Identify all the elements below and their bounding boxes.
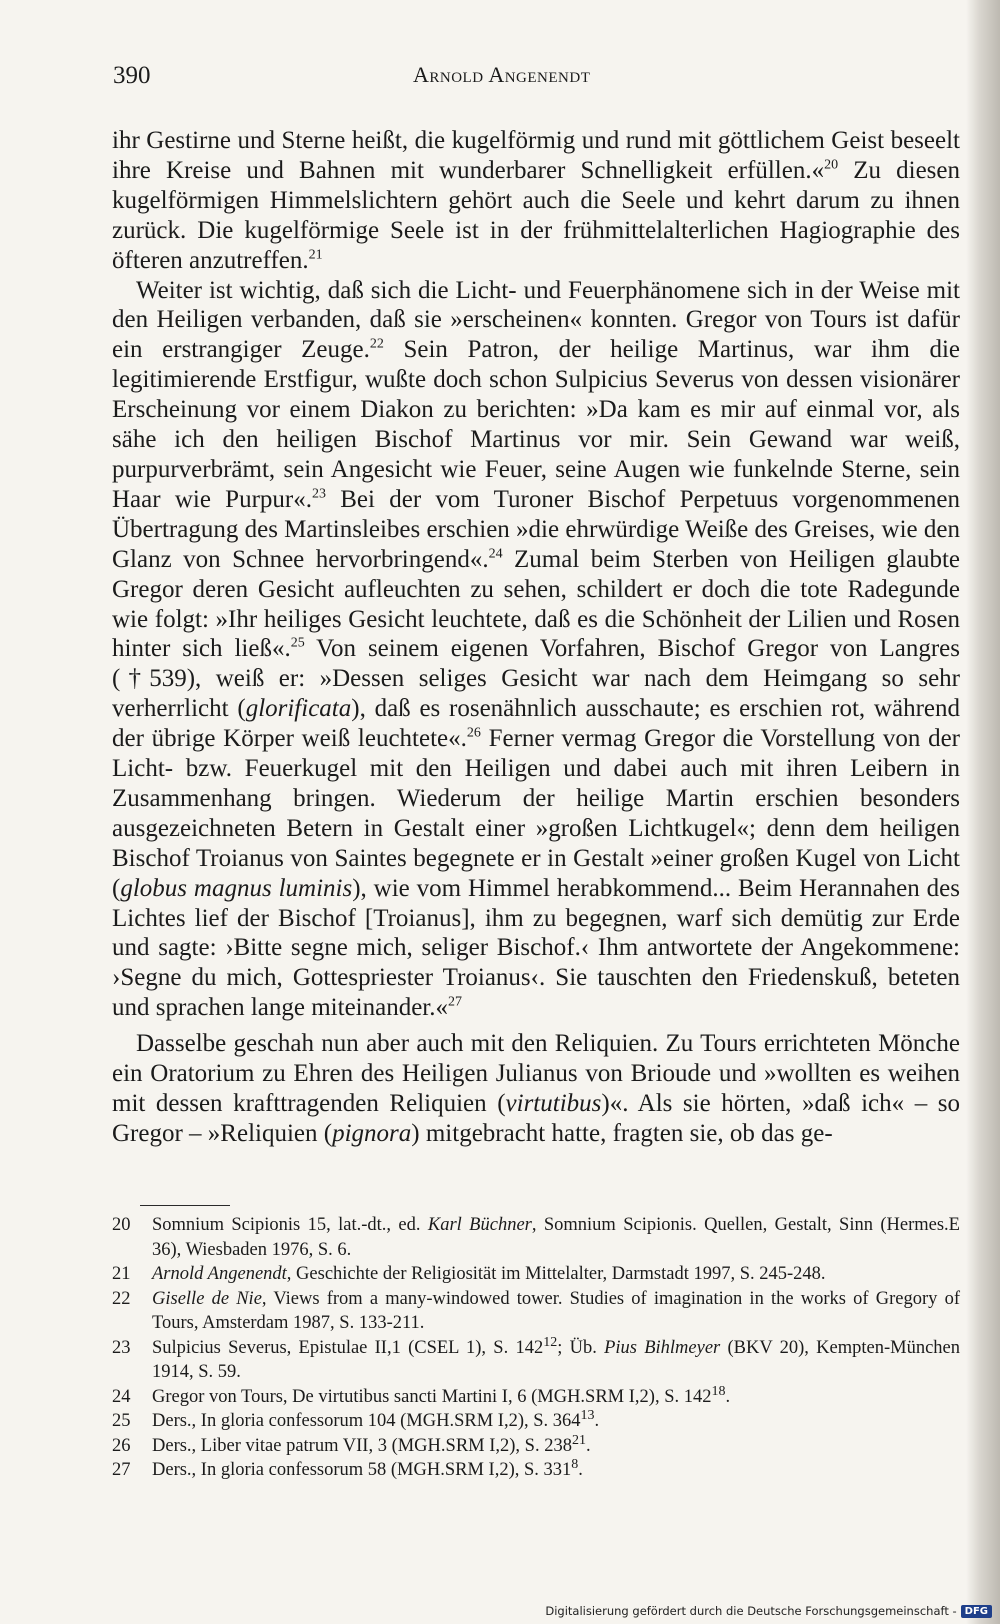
italic-text: Arnold Angenendt	[152, 1264, 287, 1284]
page-number: 390	[113, 62, 151, 89]
footnote-number: 26	[112, 1435, 131, 1456]
footnote-ref: 12	[543, 1334, 558, 1350]
footnote-ref: 27	[448, 994, 462, 1010]
text-run: ) mitgebracht hatte, fragten sie, ob das ge-	[411, 1119, 833, 1147]
text-run: )«. Als sie hörten, »daß ich« – so Gregor – »Reliquien (	[112, 1090, 960, 1147]
italic-text: Giselle de Nie	[152, 1288, 262, 1309]
page-header	[113, 62, 959, 102]
paragraph	[112, 276, 960, 1024]
text-run: Sulpicius Severus, Epistulae II,1 (CSEL 1), S. 142	[152, 1337, 544, 1358]
text-run: ihr Gestirne und Sterne heißt, die kugelförmig und rund mit göttlichem Geist beseelt ihre Kreise und Bahnen mit wunderbarer Schnelligkeit erfüllen.«	[112, 127, 960, 184]
text-run: Ders., In gloria confessorum 58 (MGH.SRM I,2), S. 331	[152, 1460, 572, 1480]
italic-text: pignora	[332, 1119, 412, 1147]
footnote-number: 22	[112, 1288, 131, 1309]
footnote	[112, 1409, 960, 1434]
footnote-ref: 24	[488, 546, 503, 562]
dfg-logo: DFG	[961, 1605, 992, 1618]
text-run: ), daß es rosenähnlich ausschaute; es erschien rot, während der übrige Körper weiß leuchtete«.	[112, 695, 960, 753]
footnote-ref: 25	[290, 636, 305, 652]
footnote-ref: 21	[571, 1432, 586, 1448]
text-run: Somnium Scipionis 15, lat.-dt., ed.	[152, 1215, 428, 1235]
text-run: Ferner vermag Gregor die Vorstellung von der Licht- bzw. Feuerkugel mit den Heiligen und dabei auch mit ihren Leibern in Zusammenhang bringen. Wiederum der heilige Martin erschien besonders ausgezeichneten Betern in Gestalt einer »großen Lichtkugel«; denn dem heiligen Bischof Troianus von Saintes begegnete er in Gestalt »einer großen Kugel von Licht (	[112, 725, 960, 902]
text-run: Ders., In gloria confessorum 104 (MGH.SRM I,2), S. 364	[152, 1411, 581, 1431]
running-head: Arnold Angenendt	[413, 62, 591, 87]
text-run: , Views from a many-windowed tower. Studies of imagination in the works of Gregory of Tours, Amsterdam 1987, S. 133-211.	[152, 1288, 960, 1333]
footnote-ref: 13	[580, 1407, 595, 1423]
footnote-ref: 22	[369, 337, 384, 353]
text-run: , Geschichte der Religiosität im Mittelalter, Darmstadt 1997, S. 245-248.	[286, 1264, 826, 1284]
text-run: Zu diesen kugelförmigen Himmelslichtern gehört auch die Seele und kehrt darum zu ihnen zurück. Die kugelförmige Seele ist in der frühmittelalterlichen Hagiographie des öfteren anzutreffen.	[112, 156, 961, 274]
text-run: Bei der vom Turoner Bischof Perpetuus vorgenommenen Übertragung des Martinsleibes erschien »die ehrwürdige Weiße des Greises, wie den Glanz von Schnee hervorbringend«.	[112, 485, 960, 573]
paragraph	[112, 126, 960, 276]
text-run: Zumal beim Sterben von Heiligen glaubte Gregor deren Gesicht aufleuchten zu sehen, schildert er doch die tote Radegunde wie folgt: »Ihr heiliges Gesicht leuchtete, daß es die Schönheit der Lilien und Rosen hinter sich ließ«.	[112, 545, 960, 663]
footnote	[112, 1385, 960, 1410]
footnote-number: 25	[112, 1411, 131, 1431]
text-run: Ders., Liber vitae patrum VII, 3 (MGH.SRM I,2), S. 238	[152, 1435, 572, 1456]
footnote	[112, 1287, 960, 1336]
text-run: ), wie vom Himmel herabkommend... Beim Herannahen des Lichtes lief der Bischof [Troianus], ihm zu begegnen, warf sich demütig zur Erde und sagte: ›Bitte segne mich, seliger Bischof.‹ Ihm antwortete der Angekommene: ›Segne du mich, Gottespriester Troianus‹. Sie tauschten den Friedenskuß, beteten und sprachen lange miteinander.«	[112, 874, 960, 1022]
italic-text: glorificata	[245, 695, 352, 723]
text-run: .	[725, 1386, 731, 1407]
text-run: .	[585, 1435, 591, 1456]
footnote-ref: 23	[312, 486, 326, 502]
text-run: , Somnium Scipionis. Quellen, Gestalt, Sinn (Hermes.E 36), Wiesbaden 1976, S. 6.	[152, 1215, 960, 1260]
footnote-ref: 20	[824, 157, 839, 173]
page-edge-shadow	[966, 0, 1000, 1624]
italic-text: Karl Büchner	[427, 1215, 532, 1235]
footnote	[112, 1213, 960, 1262]
footnote-ref: 26	[466, 725, 481, 741]
footnote	[112, 1336, 960, 1385]
text-run: Von seinem eigenen Vorfahren, Bischof Gregor von Langres (†539), weiß er: »Dessen seliges Gesicht war nach dem Heimgang so sehr verherrlicht (	[112, 635, 960, 723]
text-run: .	[594, 1411, 600, 1431]
footnotes	[112, 1213, 960, 1483]
footer-text: Digitalisierung gefördert durch die Deutsche Forschungsgemeinschaft -	[545, 1604, 957, 1618]
footer	[545, 1602, 992, 1620]
text-run: Weiter ist wichtig, daß sich die Licht- und Feuerphänomene sich in der Weise mit den Heiligen verbanden, daß sie »erscheinen« konnten. Gregor von Tours ist dafür ein erstrangiger Zeuge.	[112, 276, 960, 364]
footnote-number: 24	[112, 1386, 131, 1407]
footnote-number: 20	[112, 1215, 131, 1235]
text-run: Gregor von Tours, De virtutibus sancti Martini I, 6 (MGH.SRM I,2), S. 142	[152, 1386, 712, 1407]
footnote-number: 27	[112, 1460, 131, 1480]
text-run: .	[578, 1460, 583, 1480]
footnote-ref: 18	[711, 1383, 726, 1399]
footnote-separator	[140, 1205, 230, 1206]
footnote	[112, 1458, 960, 1483]
paragraph	[112, 1029, 960, 1149]
italic-text: Pius Bihlmeyer	[604, 1337, 721, 1358]
footnote-number: 23	[112, 1337, 131, 1358]
footnote	[112, 1434, 960, 1459]
italic-text: virtutibus	[505, 1090, 602, 1117]
footnote-number: 21	[112, 1264, 131, 1284]
text-run: Dasselbe geschah nun aber auch mit den Reliquien. Zu Tours errichteten Mönche ein Oratorium zu Ehren des Heiligen Julianus von Brioude und »wollten es weihen mit dessen krafttragenden Reliquien (	[112, 1030, 960, 1117]
italic-text: globus magnus luminis	[120, 874, 353, 902]
footnote	[112, 1262, 960, 1287]
body-text	[112, 126, 960, 1149]
text-run: Sein Patron, der heilige Martinus, war ihm die legitimierende Erstfigur, wußte doch schon Sulpicius Severus von dessen visionärer Erscheinung vor einem Diakon zu berichten: »Da kam es mir auf einmal vor, als sähe ich den heiligen Bischof Martinus vor mir. Sein Gewand war weiß, purpurverbrämt, sein Angesicht wie Feuer, seine Augen wie funkelnde Sterne, sein Haar wie Purpur«.	[112, 336, 960, 513]
text-run: (BKV 20), Kempten-München 1914, S. 59.	[152, 1337, 960, 1382]
text-run: ; Üb.	[557, 1337, 605, 1358]
footnote-ref: 21	[308, 247, 323, 263]
footnote-ref: 8	[571, 1456, 579, 1472]
